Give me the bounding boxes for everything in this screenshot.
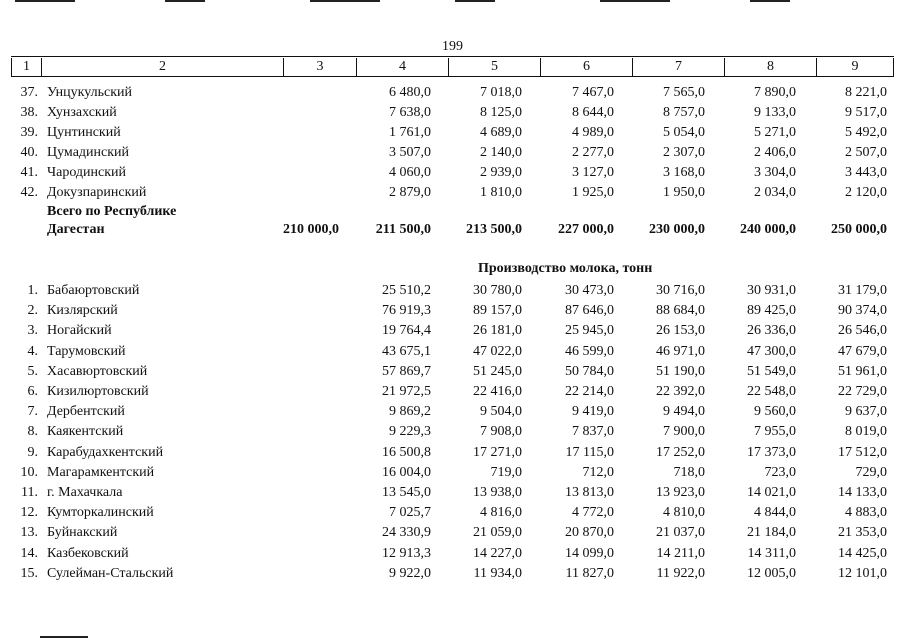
value-cell: 51 245,0 — [473, 363, 522, 379]
value-cell: 6 480,0 — [389, 85, 431, 100]
header-cell: 7 — [632, 58, 724, 76]
value-cell: 8 221,0 — [845, 85, 887, 100]
district-name: Кизлярский — [47, 303, 118, 319]
value-cell: 7 908,0 — [480, 424, 522, 440]
row-number: 4. — [27, 343, 38, 359]
row-number: 38. — [20, 105, 38, 120]
district-name: Магарамкентский — [47, 464, 155, 480]
value-cell: 24 330,9 — [382, 525, 431, 541]
value-cell: 4 689,0 — [480, 125, 522, 140]
table-header-row — [11, 58, 894, 77]
district-name: Хунзахский — [47, 105, 117, 120]
row-number: 42. — [20, 185, 38, 200]
row-number: 39. — [20, 125, 38, 140]
value-cell: 4 844,0 — [754, 505, 796, 521]
row-number: 8. — [27, 424, 38, 440]
table-row — [0, 123, 905, 143]
value-cell: 11 922,0 — [656, 565, 705, 581]
district-name: Унцукульский — [47, 85, 133, 100]
value-cell: 25 510,2 — [382, 283, 431, 298]
top-edge-mark — [165, 0, 205, 2]
value-cell: 2 120,0 — [845, 185, 887, 200]
total-value-cell: 210 000,0 — [283, 222, 339, 237]
value-cell: 46 971,0 — [656, 343, 705, 359]
value-cell: 22 548,0 — [747, 384, 796, 399]
value-cell: 51 190,0 — [656, 363, 705, 379]
value-cell: 3 507,0 — [389, 145, 431, 160]
row-number: 12. — [20, 505, 38, 521]
district-name: Ногайский — [47, 323, 112, 339]
total-value-cell: 227 000,0 — [558, 222, 614, 237]
row-number: 9. — [27, 444, 38, 460]
value-cell: 723,0 — [764, 464, 796, 480]
row-number: 10. — [20, 464, 38, 480]
value-cell: 7 018,0 — [480, 85, 522, 100]
value-cell: 31 179,0 — [838, 283, 887, 298]
header-cell: 2 — [41, 58, 283, 76]
value-cell: 7 638,0 — [389, 105, 431, 120]
header-cell: 5 — [448, 58, 540, 76]
row-number: 5. — [27, 363, 38, 379]
value-cell: 8 019,0 — [845, 424, 887, 440]
value-cell: 719,0 — [490, 464, 522, 480]
value-cell: 19 764,4 — [382, 323, 431, 339]
value-cell: 22 416,0 — [473, 384, 522, 399]
table-row — [0, 163, 905, 183]
header-cell: 3 — [283, 58, 356, 76]
top-edge-mark — [455, 0, 495, 2]
value-cell: 9 133,0 — [754, 105, 796, 120]
value-cell: 1 925,0 — [572, 185, 614, 200]
table-row — [0, 321, 905, 341]
value-cell: 43 675,1 — [382, 343, 431, 359]
value-cell: 712,0 — [582, 464, 614, 480]
value-cell: 2 140,0 — [480, 145, 522, 160]
page-number: 199 — [442, 39, 463, 54]
header-cell: 4 — [356, 58, 448, 76]
district-name: Кизилюртовский — [47, 384, 149, 399]
value-cell: 12 005,0 — [747, 565, 796, 581]
total-row — [0, 220, 905, 240]
value-cell: 14 133,0 — [838, 485, 887, 500]
row-number: 13. — [20, 525, 38, 541]
value-cell: 13 938,0 — [473, 485, 522, 500]
table-row — [0, 544, 905, 564]
value-cell: 16 500,8 — [382, 444, 431, 460]
table-row — [0, 183, 905, 203]
value-cell: 9 869,2 — [389, 404, 431, 420]
value-cell: 11 934,0 — [473, 565, 522, 581]
value-cell: 2 507,0 — [845, 145, 887, 160]
value-cell: 14 099,0 — [565, 545, 614, 561]
row-number: 40. — [20, 145, 38, 160]
value-cell: 4 810,0 — [663, 505, 705, 521]
row-number: 11. — [21, 485, 38, 500]
district-name: Чародинский — [47, 165, 127, 180]
row-number: 37. — [20, 85, 38, 100]
value-cell: 22 214,0 — [565, 384, 614, 399]
row-number: 41. — [20, 165, 38, 180]
value-cell: 89 157,0 — [473, 303, 522, 319]
value-cell: 729,0 — [855, 464, 887, 480]
value-cell: 2 307,0 — [663, 145, 705, 160]
row-number: 15. — [20, 565, 38, 581]
district-name: Сулейман-Стальский — [47, 565, 174, 581]
value-cell: 2 034,0 — [754, 185, 796, 200]
value-cell: 9 637,0 — [845, 404, 887, 420]
value-cell: 17 512,0 — [838, 444, 887, 460]
value-cell: 2 406,0 — [754, 145, 796, 160]
table-row — [0, 483, 905, 503]
section-title: Производство молока, тонн — [478, 261, 653, 276]
district-name: Буйнакский — [47, 525, 118, 541]
value-cell: 17 115,0 — [565, 444, 614, 460]
value-cell: 9 560,0 — [754, 404, 796, 420]
value-cell: 8 757,0 — [663, 105, 705, 120]
value-cell: 76 919,3 — [382, 303, 431, 319]
value-cell: 26 153,0 — [656, 323, 705, 339]
value-cell: 25 945,0 — [565, 323, 614, 339]
value-cell: 11 827,0 — [565, 565, 614, 581]
value-cell: 718,0 — [673, 464, 705, 480]
value-cell: 30 780,0 — [473, 283, 522, 298]
district-name: Хасавюртовский — [47, 363, 148, 379]
value-cell: 17 252,0 — [656, 444, 705, 460]
value-cell: 7 467,0 — [572, 85, 614, 100]
value-cell: 9 419,0 — [572, 404, 614, 420]
value-cell: 47 300,0 — [747, 343, 796, 359]
value-cell: 22 392,0 — [656, 384, 705, 399]
value-cell: 89 425,0 — [747, 303, 796, 319]
value-cell: 20 870,0 — [565, 525, 614, 541]
total-label: Всего по Республике — [47, 204, 177, 219]
district-name: Цумадинский — [47, 145, 130, 160]
total-value-cell: 250 000,0 — [831, 222, 887, 237]
district-name: Кумторкалинский — [47, 505, 154, 521]
row-number: 3. — [27, 323, 38, 339]
total-label: Дагестан — [47, 222, 105, 237]
value-cell: 4 989,0 — [572, 125, 614, 140]
top-edge-mark — [750, 0, 790, 2]
district-name: Цунтинский — [47, 125, 121, 140]
value-cell: 9 229,3 — [389, 424, 431, 440]
value-cell: 4 772,0 — [572, 505, 614, 521]
district-name: Карабудахкентский — [47, 444, 164, 460]
value-cell: 17 271,0 — [473, 444, 522, 460]
value-cell: 8 125,0 — [480, 105, 522, 120]
value-cell: 7 025,7 — [389, 505, 431, 521]
district-name: Бабаюртовский — [47, 283, 140, 298]
value-cell: 90 374,0 — [838, 303, 887, 319]
value-cell: 2 939,0 — [480, 165, 522, 180]
value-cell: 12 101,0 — [838, 565, 887, 581]
header-cell: 9 — [816, 58, 894, 76]
table-row — [0, 103, 905, 123]
value-cell: 14 425,0 — [838, 545, 887, 561]
value-cell: 17 373,0 — [747, 444, 796, 460]
value-cell: 47 022,0 — [473, 343, 522, 359]
header-cell: 1 — [11, 58, 41, 76]
total-value-cell: 213 500,0 — [466, 222, 522, 237]
row-number: 1. — [27, 283, 38, 298]
row-number: 7. — [27, 404, 38, 420]
value-cell: 21 972,5 — [382, 384, 431, 399]
value-cell: 50 784,0 — [565, 363, 614, 379]
value-cell: 5 271,0 — [754, 125, 796, 140]
total-value-cell: 211 500,0 — [375, 222, 431, 237]
value-cell: 51 549,0 — [747, 363, 796, 379]
value-cell: 9 504,0 — [480, 404, 522, 420]
district-name: Дербентский — [47, 404, 125, 420]
value-cell: 1 950,0 — [663, 185, 705, 200]
value-cell: 14 227,0 — [473, 545, 522, 561]
district-name: Тарумовский — [47, 343, 126, 359]
value-cell: 1 761,0 — [389, 125, 431, 140]
value-cell: 5 492,0 — [845, 125, 887, 140]
value-cell: 14 311,0 — [747, 545, 796, 561]
table-row — [0, 342, 905, 362]
value-cell: 3 304,0 — [754, 165, 796, 180]
value-cell: 26 336,0 — [747, 323, 796, 339]
district-name: Казбековский — [47, 545, 129, 561]
value-cell: 21 037,0 — [656, 525, 705, 541]
value-cell: 3 443,0 — [845, 165, 887, 180]
value-cell: 7 837,0 — [572, 424, 614, 440]
value-cell: 7 890,0 — [754, 85, 796, 100]
value-cell: 26 546,0 — [838, 323, 887, 339]
value-cell: 30 473,0 — [565, 283, 614, 298]
row-number: 2. — [27, 303, 38, 319]
value-cell: 47 679,0 — [838, 343, 887, 359]
table-row — [0, 503, 905, 523]
table-row — [0, 281, 905, 301]
table-row — [0, 564, 905, 584]
value-cell: 21 353,0 — [838, 525, 887, 541]
table-row — [0, 83, 905, 103]
table-top-rule — [11, 56, 894, 57]
value-cell: 7 955,0 — [754, 424, 796, 440]
value-cell: 30 931,0 — [747, 283, 796, 298]
table-row — [0, 143, 905, 163]
value-cell: 26 181,0 — [473, 323, 522, 339]
row-number: 6. — [27, 384, 38, 399]
row-number: 14. — [20, 545, 38, 561]
bottom-edge-mark — [40, 636, 88, 638]
top-edge-mark — [310, 0, 380, 2]
value-cell: 22 729,0 — [838, 384, 887, 399]
value-cell: 8 644,0 — [572, 105, 614, 120]
value-cell: 1 810,0 — [480, 185, 522, 200]
value-cell: 51 961,0 — [838, 363, 887, 379]
value-cell: 12 913,3 — [382, 545, 431, 561]
value-cell: 30 716,0 — [656, 283, 705, 298]
value-cell: 9 517,0 — [845, 105, 887, 120]
value-cell: 7 565,0 — [663, 85, 705, 100]
value-cell: 9 494,0 — [663, 404, 705, 420]
total-row-label-line1 — [0, 202, 905, 222]
value-cell: 3 168,0 — [663, 165, 705, 180]
district-name: Докузпаринский — [47, 185, 147, 200]
value-cell: 21 059,0 — [473, 525, 522, 541]
table-row — [0, 402, 905, 422]
value-cell: 4 816,0 — [480, 505, 522, 521]
total-value-cell: 230 000,0 — [649, 222, 705, 237]
value-cell: 4 883,0 — [845, 505, 887, 521]
top-edge-mark — [600, 0, 670, 2]
value-cell: 13 923,0 — [656, 485, 705, 500]
value-cell: 7 900,0 — [663, 424, 705, 440]
value-cell: 14 021,0 — [747, 485, 796, 500]
total-value-cell: 240 000,0 — [740, 222, 796, 237]
value-cell: 46 599,0 — [565, 343, 614, 359]
value-cell: 21 184,0 — [747, 525, 796, 541]
value-cell: 9 922,0 — [389, 565, 431, 581]
value-cell: 13 545,0 — [382, 485, 431, 500]
table-row — [0, 523, 905, 543]
table-row — [0, 443, 905, 463]
value-cell: 16 004,0 — [382, 464, 431, 480]
table-row — [0, 301, 905, 321]
value-cell: 4 060,0 — [389, 165, 431, 180]
value-cell: 13 813,0 — [565, 485, 614, 500]
value-cell: 14 211,0 — [656, 545, 705, 561]
value-cell: 5 054,0 — [663, 125, 705, 140]
district-name: г. Махачкала — [47, 485, 123, 500]
value-cell: 3 127,0 — [572, 165, 614, 180]
table-row — [0, 382, 905, 402]
header-cell: 6 — [540, 58, 632, 76]
value-cell: 88 684,0 — [656, 303, 705, 319]
value-cell: 87 646,0 — [565, 303, 614, 319]
value-cell: 2 879,0 — [389, 185, 431, 200]
table-row — [0, 463, 905, 483]
value-cell: 57 869,7 — [382, 363, 431, 379]
district-name: Каякентский — [47, 424, 124, 440]
table-row — [0, 362, 905, 382]
top-edge-mark — [15, 0, 75, 2]
value-cell: 2 277,0 — [572, 145, 614, 160]
header-cell: 8 — [724, 58, 816, 76]
table-row — [0, 422, 905, 442]
